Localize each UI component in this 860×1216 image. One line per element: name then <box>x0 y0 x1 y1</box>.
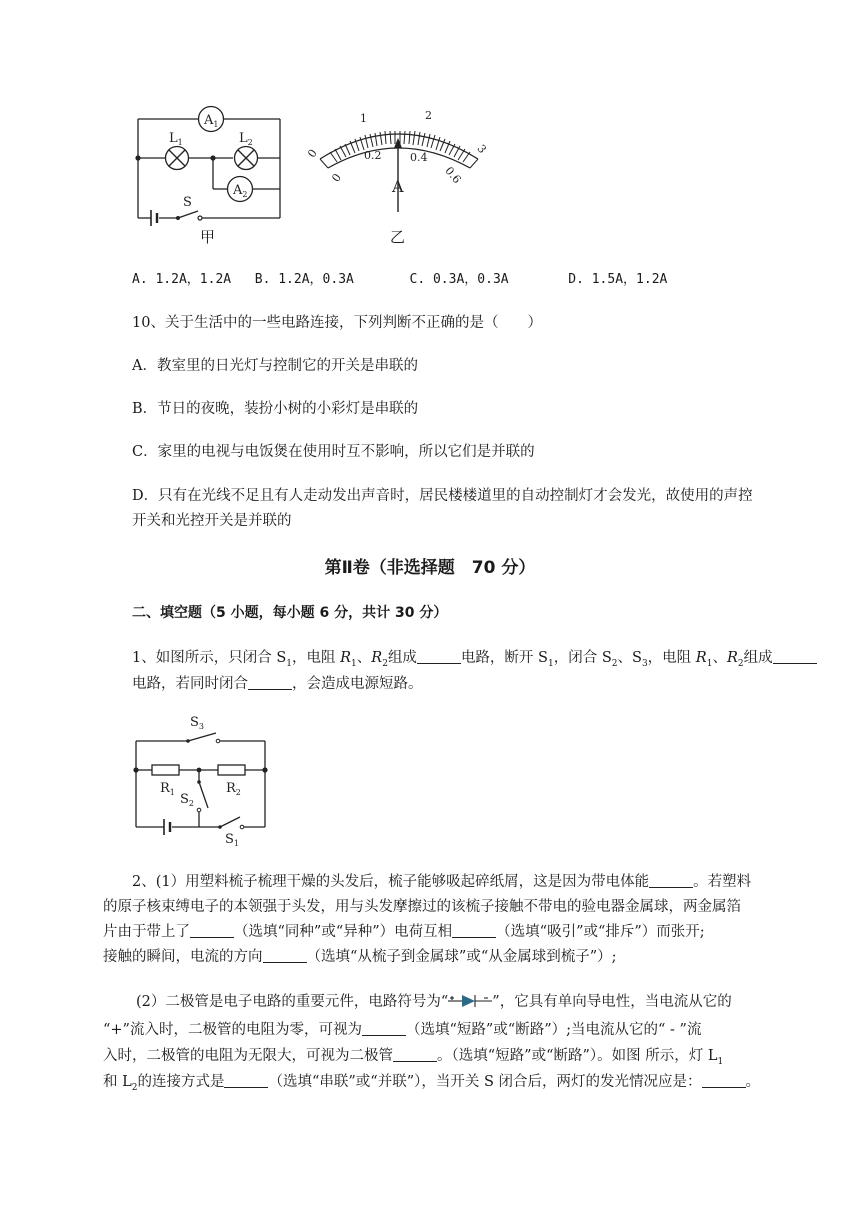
q2-blank-2[interactable] <box>190 923 234 938</box>
q2-blank-6[interactable] <box>393 1047 437 1062</box>
q1-blank-3[interactable] <box>248 675 292 690</box>
q2-line1: 2、(1）用塑料梳子梳理干燥的头发后，梳子能够吸起碎纸屑，这是因为带电体能 。若塑料 <box>132 874 752 890</box>
figure-label-jia: 甲 <box>200 228 216 246</box>
q2-part2-line1: (2）二极管是电子电路的重要元件，电路符号为“ ”，它具有单向导电性，当电流从它的 <box>136 994 732 1010</box>
q2-part2-line3: 入时，二极管的电阻为无限大，可视为二极管 。（选填“短路”或“断路”）。如图 所示，灯 $L_1$ <box>103 1048 724 1067</box>
q2-blank-1[interactable] <box>649 873 693 888</box>
section-title: 二、填空题（5 小题，每小题 6 分，共计 30 分） <box>132 605 448 621</box>
svg-text:S2: $S_2$ <box>180 792 194 808</box>
q10-option-d-line1: D．只有在光线不足且有人走动发出声音时，居民楼楼道里的自动控制灯才会发光，故使用的声控 <box>132 488 753 504</box>
q10-option-a: A．教室里的日光灯与控制它的开关是串联的 <box>132 358 418 374</box>
svg-text:L1: $L_1$ <box>169 131 183 147</box>
q1-blank-1[interactable] <box>417 649 461 664</box>
diode-icon <box>448 994 492 1008</box>
svg-text:0.2: 0.2 <box>364 149 382 162</box>
scale-top-1: 1 <box>360 112 367 125</box>
q10-option-c: C．家里的电视与电饭煲在使用时互不影响，所以它们是并联的 <box>132 444 535 460</box>
svg-text:A2: $A_2$ <box>233 183 248 199</box>
ammeter-figure-yi <box>300 104 500 224</box>
svg-text:S1: $S_1$ <box>225 832 239 848</box>
figure-label-yi: 乙 <box>390 228 406 246</box>
q2-blank-4[interactable] <box>263 948 307 963</box>
svg-text:R1: $R_1$ <box>160 781 175 797</box>
q9-option-b: B. 1.2A，0.3A <box>254 272 354 287</box>
svg-text:S: S <box>183 195 192 210</box>
q2-blank-7[interactable] <box>224 1073 268 1088</box>
q2-line4: 接触的瞬间，电流的方向 （选填“从梳子到金属球”或“从金属球到梳子”）; <box>103 949 617 965</box>
q9-option-d: D. 1.5A，1.2A <box>568 272 668 287</box>
q2-part2-line2: “+”流入时，二极管的电阻为零，可视为 （选填“短路”或“断路”）;当电流从它的“ - ”流 <box>103 1022 702 1038</box>
svg-text:0.6: 0.6 <box>442 164 464 187</box>
scale-top-2: 2 <box>425 109 432 122</box>
q9-option-c: C. 0.3A，0.3A <box>409 272 509 287</box>
q10-option-d-line2: 开关和光控开关是并联的 <box>132 513 292 529</box>
q2-blank-8[interactable] <box>702 1073 746 1088</box>
q2-part2-line4: 和 $L_2$的连接方式是 （选填“串联”或“并联”），当开关 S 闭合后，两灯的发光情况应是： 。 <box>103 1074 761 1093</box>
q2-line2: 的原子核束缚电子的本领强于头发，用与头发摩擦过的该梳子接触不带电的验电器金属球，两金属箔 <box>103 899 741 915</box>
q1-line1: 1、如图所示，只闭合 $S_1$，电阻 $R_1$、$R_2$组成 电路，断开 $S_1$，闭合 $S_2$、$S_3$，电阻 $R_1$、$R_2$组成 <box>132 648 817 674</box>
svg-text:R2: $R_2$ <box>226 781 241 797</box>
svg-text:L2: $L_2$ <box>239 131 253 147</box>
ammeter-scale <box>300 104 500 224</box>
q2-blank-5[interactable] <box>362 1021 406 1036</box>
q2-line3: 片由于带上了 （选填“同种”或“异种”）电荷互相 （选填“吸引”或“排斥”）而张开; <box>103 924 705 940</box>
svg-text:0: 0 <box>305 146 320 161</box>
q10-stem: 10、关于生活中的一些电路连接，下列判断不正确的是（ ） <box>132 315 542 331</box>
circuit-diagram-q1 <box>128 712 273 852</box>
q9-options <box>132 270 667 290</box>
svg-text:3: 3 <box>474 142 489 156</box>
q2-blank-3[interactable] <box>452 923 496 938</box>
part2-title: 第Ⅱ卷（非选择题 70 分） <box>324 558 536 578</box>
svg-text:S3: $S_3$ <box>190 715 204 731</box>
q1-blank-2[interactable] <box>773 649 817 664</box>
q9-option-a: A. 1.2A，1.2A <box>132 272 232 287</box>
circuit-figure-q1 <box>128 712 273 852</box>
q10-option-b: B．节日的夜晚，装扮小树的小彩灯是串联的 <box>132 401 419 417</box>
svg-text:0.4: 0.4 <box>410 151 428 164</box>
svg-text:0: 0 <box>329 171 345 185</box>
svg-text:A1: $A_1$ <box>204 113 219 129</box>
q1-line2: 电路，若同时闭合 ，会造成电源短路。 <box>132 676 423 692</box>
meter-unit: A <box>392 177 404 196</box>
